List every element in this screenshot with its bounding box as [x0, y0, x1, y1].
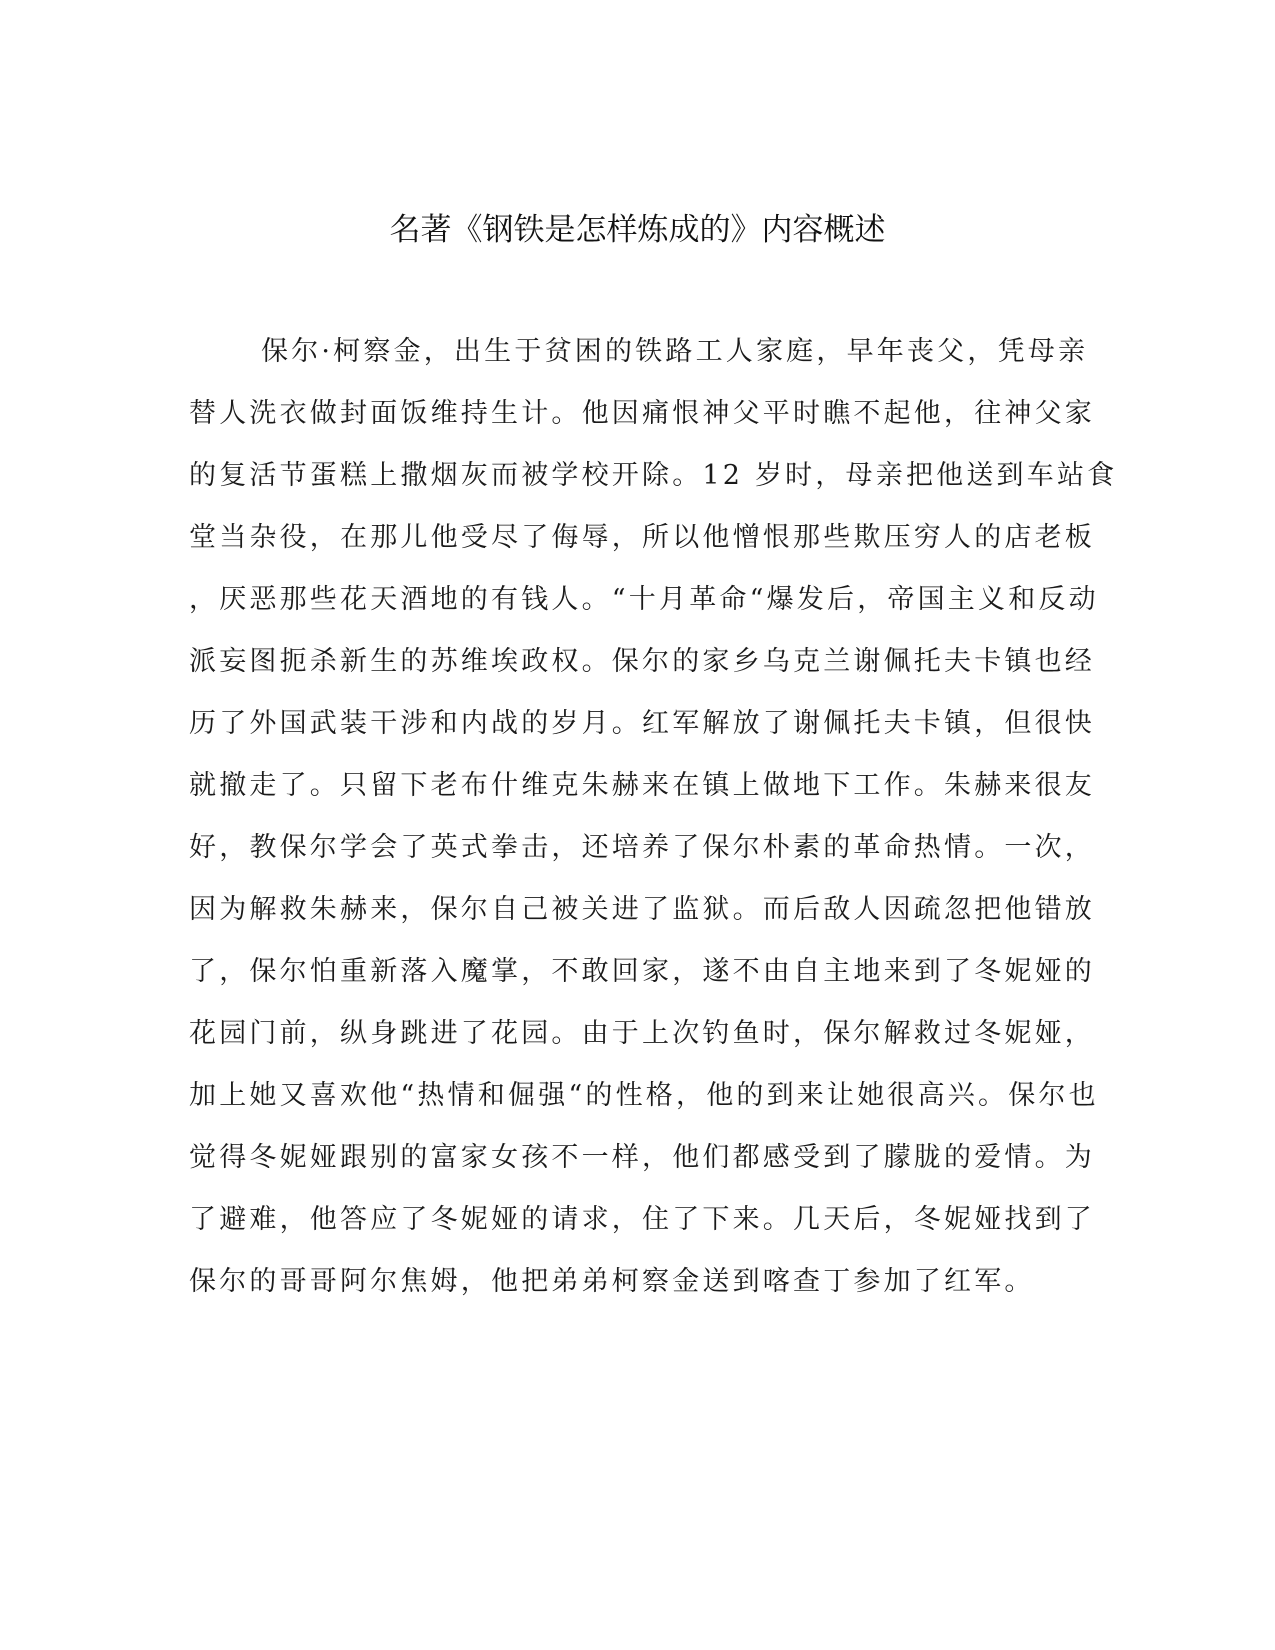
- paragraph-line: 加上她又喜欢他“热情和倔强“的性格，他的到来让她很高兴。保尔也: [189, 1080, 1099, 1111]
- paragraph-line: 的复活节蛋糕上撒烟灰而被学校开除。12 岁时，母亲把他送到车站食: [189, 460, 1118, 491]
- paragraph-line: 历了外国武装干涉和内战的岁月。红军解放了谢佩托夫卡镇，但很快: [189, 708, 1095, 739]
- paragraph-line: 堂当杂役，在那儿他受尽了侮辱，所以他憎恨那些欺压穷人的店老板: [189, 522, 1095, 553]
- paragraph-line: 好，教保尔学会了英式拳击，还培养了保尔朴素的革命热情。一次，: [189, 832, 1095, 863]
- paragraph-line: 保尔的哥哥阿尔焦姆，他把弟弟柯察金送到喀查丁参加了红军。: [189, 1266, 1035, 1297]
- paragraph-line: 觉得冬妮娅跟别的富家女孩不一样，他们都感受到了朦胧的爱情。为: [189, 1142, 1095, 1173]
- paragraph-line: 了，保尔怕重新落入魔掌，不敢回家，遂不由自主地来到了冬妮娅的: [189, 956, 1095, 987]
- paragraph-line: 花园门前，纵身跳进了花园。由于上次钓鱼时，保尔解救过冬妮娅，: [189, 1018, 1095, 1049]
- paragraph-line: 替人洗衣做封面饭维持生计。他因痛恨神父平时瞧不起他，往神父家: [189, 398, 1095, 429]
- paragraph-line: 因为解救朱赫来，保尔自己被关进了监狱。而后敌人因疏忽把他错放: [189, 894, 1095, 925]
- paragraph-line: 派妄图扼杀新生的苏维埃政权。保尔的家乡乌克兰谢佩托夫卡镇也经: [189, 646, 1095, 677]
- paragraph-line: 就撤走了。只留下老布什维克朱赫来在镇上做地下工作。朱赫来很友: [189, 770, 1095, 801]
- document-title: 名著《钢铁是怎样炼成的》内容概述: [389, 212, 886, 248]
- body-paragraph: [189, 330, 1118, 1322]
- paragraph-line: 了避难，他答应了冬妮娅的请求，住了下来。几天后，冬妮娅找到了: [189, 1204, 1095, 1235]
- paragraph-line: 保尔·柯察金，出生于贫困的铁路工人家庭，早年丧父，凭母亲: [261, 336, 1089, 367]
- paragraph-line: ，厌恶那些花天酒地的有钱人。“十月革命“爆发后，帝国主义和反动: [189, 584, 1099, 615]
